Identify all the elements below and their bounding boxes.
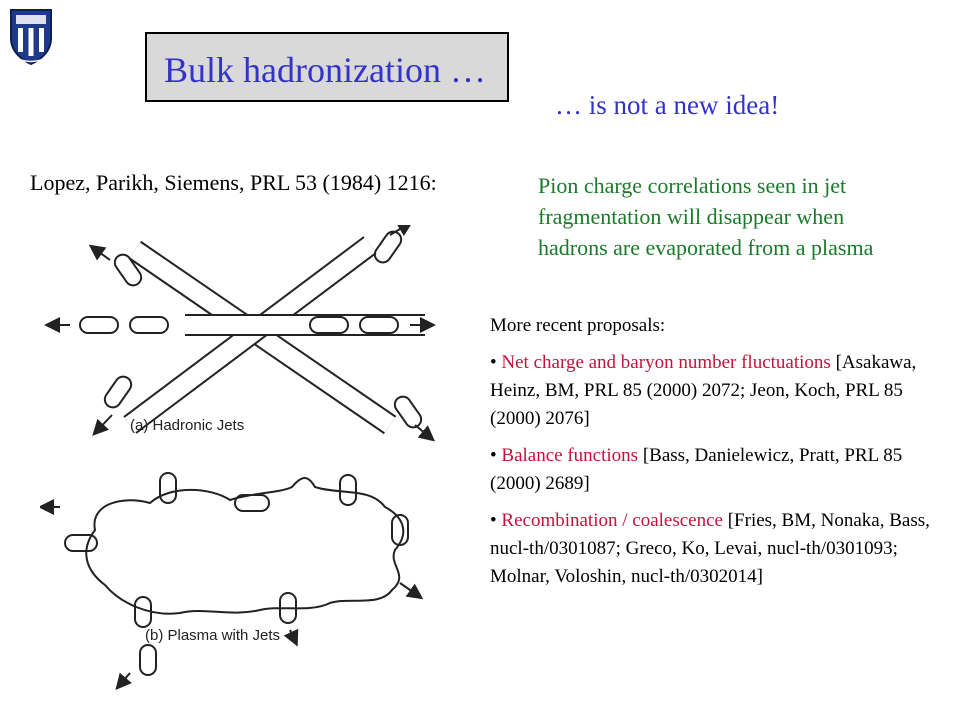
quote-line: hadrons are evaporated from a plasma — [538, 235, 874, 260]
proposal-item — [490, 349, 950, 433]
slide-subtitle: … is not a new idea! — [555, 90, 780, 120]
title-box — [145, 32, 509, 102]
panel-b-label: (b) Plasma with Jets — [145, 627, 281, 644]
slide-title: Bulk hadronization … — [164, 50, 486, 90]
jets-vs-plasma-figure — [40, 225, 440, 695]
proposal-reference: [Bass, Danielewicz, Pratt, PRL 85 (2000) 2689] — [490, 445, 903, 494]
bullet: • — [490, 510, 497, 531]
proposal-highlight: Balance functions — [501, 445, 639, 466]
citation-quote — [538, 170, 873, 263]
quote-line: Pion charge correlations seen in jet — [538, 173, 847, 198]
proposals-heading: More recent proposals: — [490, 315, 666, 336]
quote-line: fragmentation will disappear when — [538, 204, 845, 229]
bullet: • — [490, 352, 497, 373]
proposal-reference: [Fries, BM, Nonaka, Bass, nucl-th/0301087; Greco, Ko, Levai, nucl-th/0301093; Molnar, Voloshin, nucl-th/0302014] — [490, 510, 930, 587]
recent-proposals — [490, 312, 950, 600]
proposal-reference: [Asakawa, Heinz, BM, PRL 85 (2000) 2072; Jeon, Koch, PRL 85 (2000) 2076] — [490, 352, 917, 429]
university-shield-icon — [8, 6, 54, 66]
proposal-highlight: Net charge and baryon number fluctuations — [501, 352, 831, 373]
citation-reference: Lopez, Parikh, Siemens, PRL 53 (1984) 1216: — [30, 170, 437, 195]
bullet: • — [490, 445, 497, 466]
proposal-item — [490, 507, 950, 591]
panel-a-label: (a) Hadronic Jets — [130, 417, 245, 434]
proposal-item — [490, 442, 950, 498]
proposal-highlight: Recombination / coalescence — [501, 510, 723, 531]
